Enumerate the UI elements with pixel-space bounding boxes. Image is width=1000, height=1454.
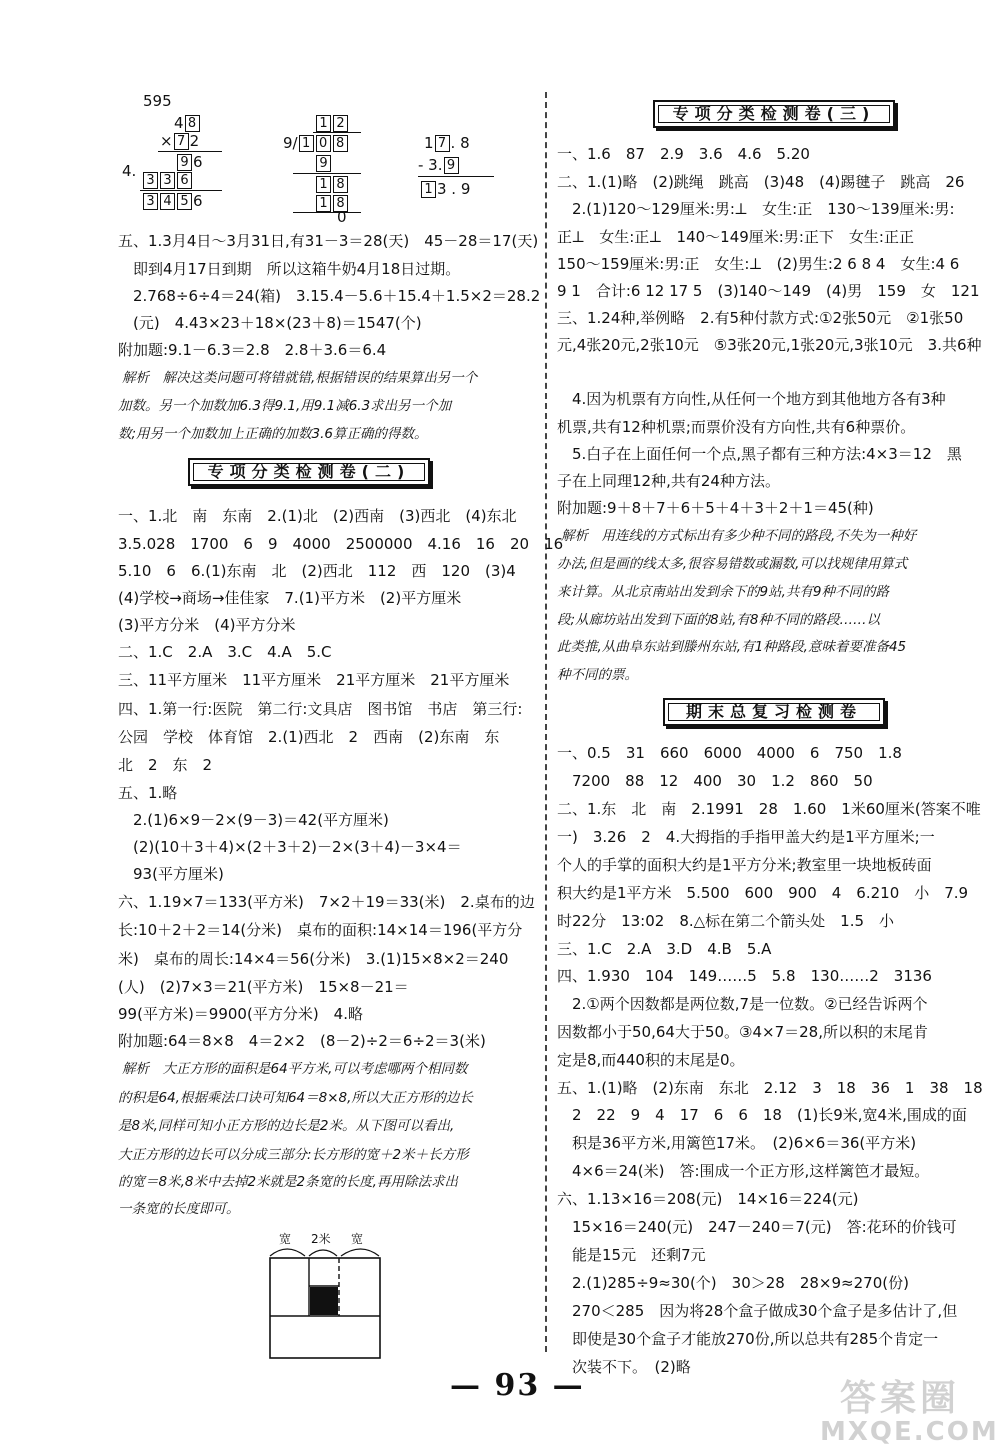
multiplication-vertical: 4 8 × 7 2 9 6 4. 3 3 6 3 4 5 6 <box>122 114 232 214</box>
analysis-line: 是8米,同样可知小正方形的边长是2米。从下图可以看出, <box>118 1118 455 1134</box>
analysis-line: 的宽＝8米,8米中去掉2米就是2条宽的长度,再用除法求出 <box>118 1174 458 1190</box>
text-line: 机票,共有12种机票;而票价没有方向性,共有6种票价。 <box>557 418 916 436</box>
text-line: 四、1.第一行:医院 第二行:文具店 图书馆 书店 第三行: <box>118 700 523 718</box>
text-line: 即使是30个盒子才能放270份,所以总共有285个肯定一 <box>557 1330 939 1348</box>
text-line: 三、11平方厘米 11平方厘米 21平方厘米 21平方厘米 <box>118 671 510 689</box>
text-line: 7200 88 12 400 30 1.2 860 50 <box>557 772 873 790</box>
text-line: 4×6＝24(米) 答:围成一个正方形,这样篱笆才最短。 <box>557 1162 930 1180</box>
text-line: 4.因为机票有方向性,从任何一个地方到其他地方各有3种 <box>557 390 946 408</box>
text-line: 2 22 9 4 17 6 6 18 (1)长9米,宽4米,围成的面 <box>557 1106 967 1124</box>
text-line: 个人的手掌的面积大约是1平方分米;教室里一块地板砖面 <box>557 856 932 874</box>
text-line: 五、1.略 <box>118 784 178 802</box>
text-line: 2.①两个因数都是两位数,7是一位数。②已经告诉两个 <box>557 995 928 1013</box>
analysis-line: 加数。另一个加数加6.3得9.1,用9.1减6.3求出另一个加 <box>118 398 452 414</box>
text-line: 93(平方厘米) <box>118 865 224 883</box>
text-line: 一、1.6 87 2.9 3.6 4.6 5.20 <box>557 145 810 163</box>
text-line: (元) 4.43×23＋18×(23＋8)＝1547(个) <box>118 314 422 332</box>
text-line: 2.(1)120～129厘米:男:𝍥 女生:正 130～139厘米:男: <box>557 200 955 218</box>
analysis-line: 解析 用连线的方式标出有多少种不同的路段,不失为一种好 <box>561 528 917 544</box>
analysis-line: 大正方形的边长可以分成三部分:长方形的宽＋2米＋长方形 <box>118 1147 469 1163</box>
watermark-text: 答案圈 <box>839 1378 960 1419</box>
analysis-line: 办法,但是画的线太多,很容易错数或漏数,可以找规律用算式 <box>557 556 908 572</box>
analysis-line: 段;从廊坊站出发到下面的8站,有8种不同的路段……以 <box>557 612 881 628</box>
analysis-line: 解析 解决这类问题可将错就错,根据错误的结果算出另一个 <box>122 370 478 386</box>
text-line: 2.(1)285÷9≈30(个) 30＞28 28×9≈270(份) <box>557 1274 909 1292</box>
analysis-line: 种不同的票。 <box>557 667 638 683</box>
text-line: 五、1.3月4日～3月31日,有31－3＝28(天) 45－28＝17(天) <box>118 232 539 250</box>
text-line: 即到4月17日到期 所以这箱牛奶4月18日过期。 <box>118 260 461 278</box>
text-line: 二、1.东 北 南 2.1991 28 1.60 1米60厘米(答案不唯 <box>557 800 981 818</box>
figure-svg <box>265 1236 385 1362</box>
text-line: (人) (2)7×3＝21(平方米) 15×8－21＝ <box>118 978 409 996</box>
text-line: (2)(10＋3＋4)×(2＋3＋2)－2×(3＋4)－3×4＝ <box>118 838 462 856</box>
text-line: 六、1.19×7＝133(平方米) 7×2＋19＝33(米) 2.桌布的边 <box>118 893 535 911</box>
analysis-line: 来计算。从北京南站出发到余下的9站,共有9种不同的路 <box>557 584 889 600</box>
division-vertical: 1 2 9/ 1 0 8 9 1 8 1 8 0 <box>283 114 383 224</box>
subtraction-vertical: 1 7 . 8 - 3. 9 1 3 . 9 <box>418 134 508 204</box>
text-line: (3)平方分米 (4)平方分米 <box>118 616 296 634</box>
text-line: 2.768÷6÷4＝24(箱) 3.15.4－5.6＋15.4＋1.5×2＝28.2 <box>118 287 541 305</box>
text-line: 一、1.北 南 东南 2.(1)北 (2)西南 (3)西北 (4)东北 <box>118 507 517 525</box>
text-line: 附加题:64＝8×8 4＝2×2 (8－2)÷2＝6÷2＝3(米) <box>118 1032 486 1050</box>
analysis-line: 数;用另一个加数加上正确的加数3.6算正确的得数。 <box>118 426 428 442</box>
text-line: 能是15元 还剩7元 <box>557 1246 706 1264</box>
figure-label-width-left: 宽 <box>279 1232 292 1246</box>
text-line: 子在上同理12种,共有24种方法。 <box>557 472 780 490</box>
text-line: 270＜285 因为将28个盒子做成30个盒子是多估计了,但 <box>557 1302 958 1320</box>
text-line: 一) 3.26 2 4.大拇指的手指甲盖大约是1平方厘米;一 <box>557 828 935 846</box>
text-line: 150～159厘米:男:正 女生:𝍥 (2)男生:2 6 8 4 女生:4 6 <box>557 255 960 273</box>
text-line: 五、1.(1)略 (2)东南 东北 2.12 3 18 36 1 38 18 <box>557 1079 983 1097</box>
text-line: 三、1.C 2.A 3.D 4.B 5.A <box>557 940 772 958</box>
analysis-line: 此类推,从曲阜东站到滕州东站,有1种路段,意味着要准备45 <box>557 639 907 655</box>
text-line: 六、1.13×16＝208(元) 14×16＝224(元) <box>557 1190 859 1208</box>
section-header: 专项分类检测卷(三) <box>653 100 895 128</box>
text-line: 9 1 合计:6 12 17 5 (3)140～149 (4)男 159 女 121 <box>557 282 980 300</box>
text-line: 附加题:9＋8＋7＋6＋5＋4＋3＋2＋1＝45(种) <box>557 499 874 517</box>
text-line: 二、1.C 2.A 3.C 4.A 5.C <box>118 643 332 661</box>
text-line: 积是36平方米,用篱笆17米。 (2)6×6＝36(平方米) <box>557 1134 917 1152</box>
text-line: 5.白子在上面任何一个点,黑子都有三种方法:4×3＝12 黑 <box>557 445 962 463</box>
figure-label-width-right: 宽 <box>351 1232 364 1246</box>
text-line: 附加题:9.1－6.3＝2.8 2.8＋3.6＝6.4 <box>118 341 387 359</box>
section-header: 期末总复习检测卷 <box>663 698 885 726</box>
text-line: 米) 桌布的周长:14×4＝56(分米) 3.(1)15×8×2＝240 <box>118 950 509 968</box>
text-line: 四、1.930 104 149……5 5.8 130……2 3136 <box>557 967 932 985</box>
text-line: 北 2 东 2 <box>118 756 213 774</box>
figure-label-2m: 2米 <box>311 1232 331 1246</box>
text-line: 5.10 6 6.(1)东南 北 (2)西北 112 西 120 (3)4 <box>118 562 516 580</box>
text-line: 15×16＝240(元) 247－240＝7(元) 答:花环的价钱可 <box>557 1218 957 1236</box>
text-line: 2.(1)6×9－2×(9－3)＝42(平方厘米) <box>118 811 389 829</box>
watermark-logo <box>820 1370 999 1450</box>
text-line: 二、1.(1)略 (2)跳绳 跳高 (3)48 (4)踢毽子 跳高 26 <box>557 173 965 191</box>
text-line: 元,4张20元,2张10元 ⑤3张20元,1张20元,3张10元 3.共6种 <box>557 336 982 354</box>
watermark-url: MXQE.COM <box>820 1417 999 1447</box>
section-header: 专项分类检测卷(二) <box>188 458 430 486</box>
text-line: 定是8,而440积的末尾是0。 <box>557 1051 745 1069</box>
text-line: 长:10＋2＋2＝14(分米) 桌布的面积:14×14＝196(平方分 <box>118 921 523 939</box>
text-line: 三、1.24种,举例略 2.有5种付款方式:①2张50元 ②1张50 <box>557 309 964 327</box>
text-line: 一、0.5 31 660 6000 4000 6 750 1.8 <box>557 744 902 762</box>
square-figure <box>265 1232 385 1362</box>
analysis-line: 一条宽的长度即可。 <box>118 1201 240 1217</box>
text-line: 因数都小于50,64大于50。③4×7＝28,所以积的末尾肯 <box>557 1023 928 1041</box>
text-line: 99(平方米)＝9900(平方分米) 4.略 <box>118 1005 363 1023</box>
text-line: 时22分 13:02 8.△标在第二个箭头处 1.5 小 <box>557 912 895 930</box>
text-line: 正𝍥 女生:正𝍥 140～149厘米:男:正下 女生:正正 <box>557 228 914 246</box>
analysis-line: 解析 大正方形的面积是64平方米,可以考虑哪两个相同数 <box>122 1061 468 1077</box>
text-line: 公园 学校 体育馆 2.(1)西北 2 西南 (2)东南 东 <box>118 728 500 746</box>
text-line: 3.5.028 1700 6 9 4000 2500000 4.16 16 20 16 <box>118 535 564 553</box>
analysis-line: 的积是64,根据乘法口诀可知64＝8×8,所以大正方形的边长 <box>118 1090 473 1106</box>
text-line: 次装不下。 (2)略 <box>557 1358 691 1376</box>
text-line: (4)学校→商场→佳佳家 7.(1)平方米 (2)平方厘米 <box>118 589 462 607</box>
page-number: — 93 — <box>450 1368 585 1403</box>
column-divider <box>545 92 547 1352</box>
text-line: 积大约是1平方米 5.500 600 900 4 6.210 小 7.9 <box>557 884 969 902</box>
top-number: 595 <box>143 92 172 110</box>
